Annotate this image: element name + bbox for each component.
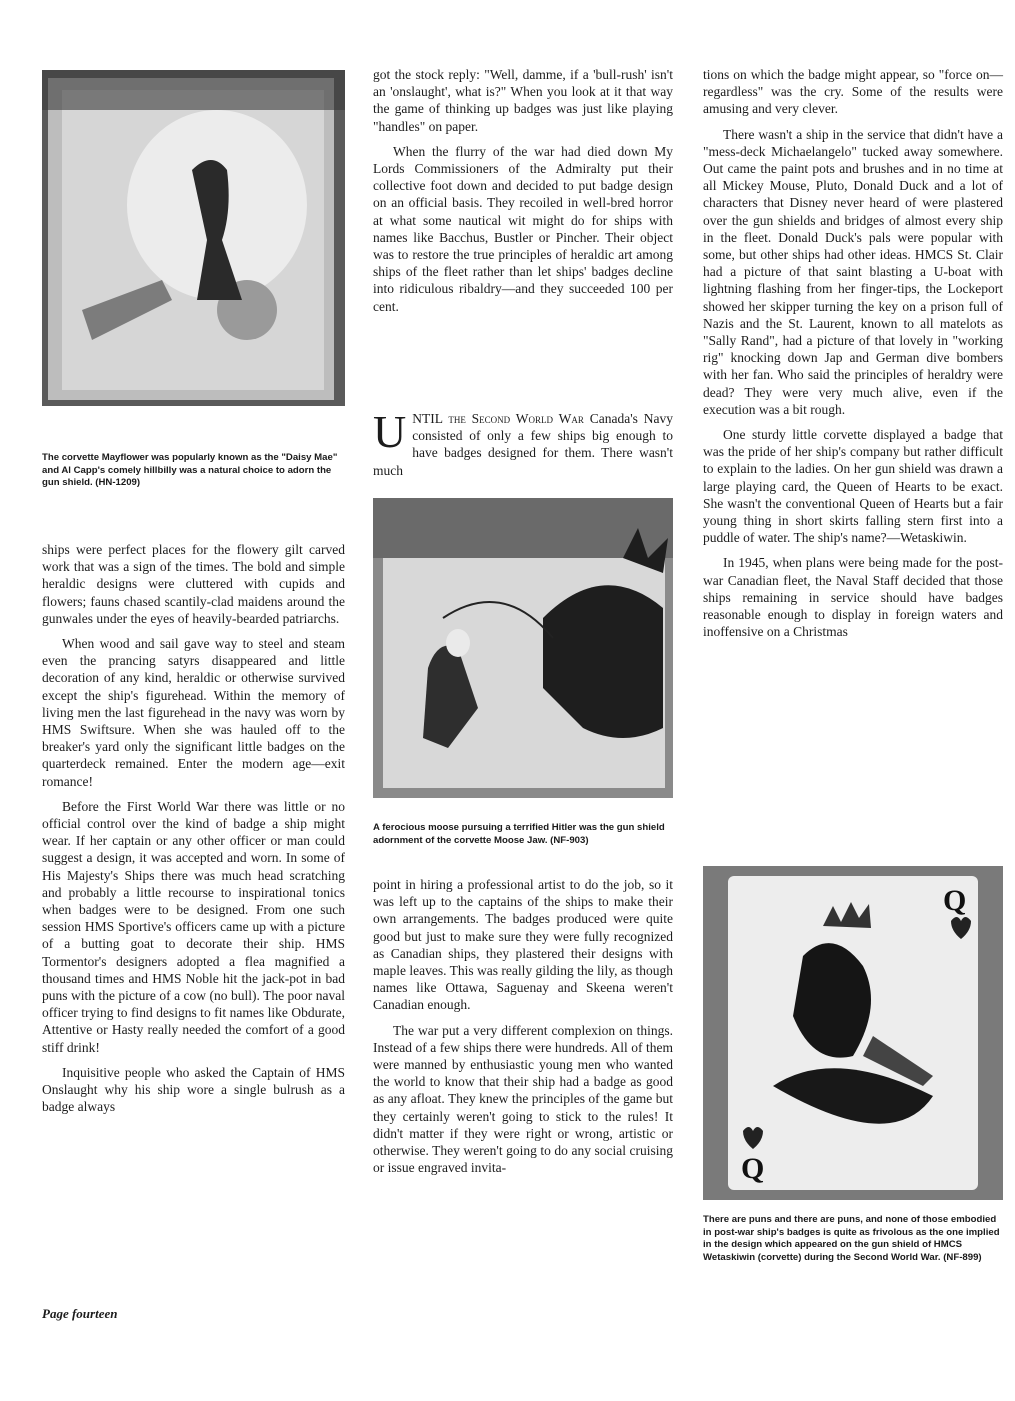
- page-number-label: Page fourteen: [42, 1306, 118, 1321]
- card-index-top: Q: [943, 884, 967, 917]
- queen-caption: There are puns and there are puns, and none of those embodied in post-war ship's badges is quite as frivolous as the one implied in the design which appeared on the gun shield of HMCS Wetaskiwin (corvette) during the Second World War. (NF-899): [703, 1214, 1000, 1263]
- paragraph: When the flurry of the war had died down My Lords Commissioners of the Admiralty put their collective foot down and decided to put badge design on an official basis. They recoiled in well-bred horror at what some nautical wit might do for ships with names like Bacchus, Bustler or Pincher. Their object was to restore the true principles of heraldic art among ships of the fleet rather than let ships' badges decline into ridiculous ribaldry—and they succeeded 100 per cent.: [373, 143, 673, 314]
- paragraph: When wood and sail gave way to steel and steam even the prancing satyrs disappeared and little decoration of any kind, heraldic or otherwise survived except the ship's figurehead. Within the memory of living men the last figurehead in the navy was worn by HMS Swiftsure. When she was hauled off to the breaker's yard only the significant little badges on the quarterdeck remained. Enter the modern age—exit romance!: [42, 636, 345, 789]
- paragraph: There wasn't a ship in the service that didn't have a "mess-deck Michaelangelo" tucked away somewhere. Out came the paint pots and brushes and in no time at all Mickey Mouse, Pluto, Donald Duck and a lot of characters that Disney never heard of were plastered over the gun shields and bridges of almost every ship in the fleet. Donald Duck's pals were popular with some, but other ships had other ideas. HMCS St. Clair had a picture of that saint blasting a U-boat with lightning flashing from her finger-tips, the Lockeport showed her skipper turning the key on a prison full of Nazis and the St. Laurent, known to all matelots as "Sally Rand", had a picture of that lovely in "working rig" knocking down Jap and German dive bombers with her fan. Who said the principles of heraldry were dead? They were very much alive, even if the execution was a bit rough.: [703, 126, 1003, 417]
- paragraph: Canada's Navy consisted of only a few ships big enough to have badges designed for them. There wasn't much: [373, 411, 673, 478]
- photo-moose-jaw-gun-shield: [373, 498, 673, 798]
- paragraph: Inquisitive people who asked the Captain of HMS Onslaught why his ship wore a single bulrush as a badge always: [42, 1064, 345, 1115]
- paragraph: In 1945, when plans were being made for the post-war Canadian fleet, the Naval Staff decided that those ships remaining in service should have badges reasonable enough to display in foreign waters and inoffensive on a Christmas: [703, 555, 1003, 640]
- photo-mayflower-gun-shield: [42, 70, 345, 406]
- drop-cap: U: [373, 406, 407, 457]
- paragraph: point in hiring a professional artist to do the job, so it was left up to the captains of the ships to make their own arrangements. The badges produced were quite good but just to make sure they were fully recognized as Canadian ships, they plastered their designs with maple leaves. This was really gilding the lily, as though names like Ottawa, Saguenay and Skeena weren't Canadian enough.: [373, 877, 673, 1013]
- card-index-bottom: Q: [741, 1152, 765, 1185]
- column-b-top-text: [373, 66, 673, 315]
- paragraph: Before the First World War there was little or no official control over the kind of badge a ship might wear. If her captain or any other officer or man could suggest a design, it was accepted and worn. In some of His Majesty's Ships there was much head scratching and probably a little recourse to inspirational tonics when badges were to be designed. From one such session HMS Sportive's officers came up with a picture of a butting goat to decorate their ship. HMS Tormentor's designers adopted a flea magnified a thousand times and HMS Noble hit the jack-pot in bad puns with the picture of a cow (no bull). The poor naval officer trying to find designs to fit names like Obdurate, Attentive or Hasty really needed the comfort of a good stiff drink!: [42, 798, 345, 1055]
- column-b-bottom-text: [373, 876, 673, 1176]
- paragraph: tions on which the badge might appear, so "force on—regardless" was the cry. Some of the results were amusing and very clever.: [703, 67, 1003, 117]
- photo-wetaskiwin-queen-card: [703, 866, 1003, 1200]
- mayflower-caption: The corvette Mayflower was popularly known as the "Daisy Mae" and Al Capp's comely hillbilly was a natural choice to adorn the gun shield. (HN-1209): [42, 452, 338, 489]
- column-c-text: [703, 66, 1003, 641]
- moose-caption: A ferocious moose pursuing a terrified Hitler was the gun shield adornment of the corvette Moose Jaw. (NF-903): [373, 822, 665, 846]
- paragraph: ships were perfect places for the flowery gilt carved work that was a sign of the times. The bold and simple heraldic designs were cluttered with cupids and flowers; fauns chased scantily-clad maidens around the gunwales under the eyes of heavily-bearded patriarchs.: [42, 542, 345, 626]
- column-a-text: [42, 541, 345, 1116]
- column-b-dropcap-text: [373, 406, 673, 479]
- paragraph: The war put a very different complexion on things. Instead of a few ships there were hundreds. All of them were manned by enthusiastic young men who wanted the world to know that their ship had a badge as good as any afloat. They knew the principles of the game but they certainly weren't going to stick to the rules! It didn't matter if they were right or wrong, artistic or otherwise. They weren't going to do any social cruising or issue engraved invita-: [373, 1022, 673, 1176]
- paragraph: got the stock reply: "Well, damme, if a 'bull-rush' isn't an 'onslaught', what is?" When you look at it that way the game of thinking up badges was just like playing "handles" on paper.: [373, 67, 673, 134]
- lead-in: NTIL the Second World War: [412, 411, 584, 426]
- paragraph: One sturdy little corvette displayed a badge that was the pride of her ship's company but rather difficult to explain to the ladies. On her gun shield was drawn a large playing card, the Queen of Hearts to be exact. She wasn't the conventional Queen of Hearts but a fair young thing in short skirts falling stern first into a puddle of water. The ship's name?—Wetaskiwin.: [703, 427, 1003, 546]
